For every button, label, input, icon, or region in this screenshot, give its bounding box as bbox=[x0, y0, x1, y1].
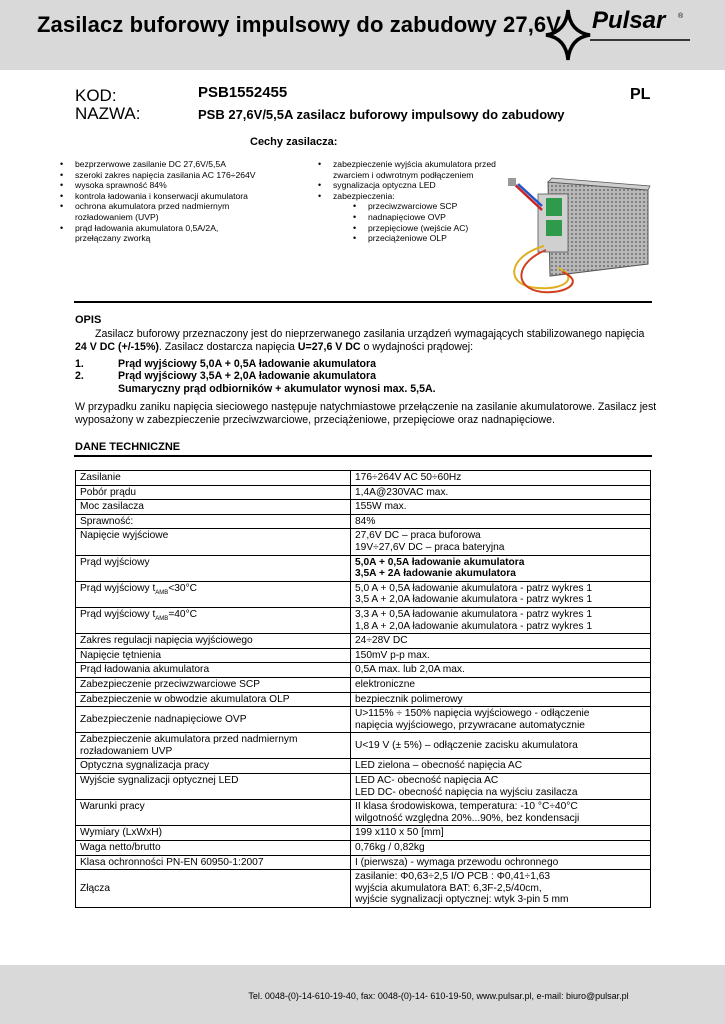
table-row bbox=[76, 581, 651, 607]
feature-item: • ochrona akumulatora przed nadmiernym rozładowaniem (UVP) bbox=[60, 201, 265, 222]
spec-value-line: LED AC- obecność napięcia AC bbox=[355, 775, 499, 787]
spec-value bbox=[351, 663, 651, 678]
output-mode-2 bbox=[75, 370, 376, 382]
spec-value bbox=[351, 841, 651, 856]
spec-parameter-subscript: AMB bbox=[155, 615, 169, 622]
opis-text-part: o wydajności prądowej: bbox=[360, 340, 474, 353]
spec-value bbox=[351, 514, 651, 529]
table-row bbox=[76, 841, 651, 856]
protections-sublist bbox=[333, 201, 518, 243]
spec-parameter: Klasa ochronności PN-EN 60950-1:2007 bbox=[76, 855, 351, 870]
spec-parameter: Zasilanie bbox=[76, 471, 351, 486]
spec-value-line: 24÷28V DC bbox=[355, 635, 408, 647]
spec-value-line: 3,5A + 2A ładowanie akumulatora bbox=[355, 568, 516, 580]
spec-parameter-subscript: AMB bbox=[155, 589, 169, 596]
feature-item bbox=[318, 191, 518, 244]
item-number: 2. bbox=[75, 370, 84, 382]
protection-item: • przeciwzwarciowe SCP bbox=[353, 201, 518, 212]
item-number: 1. bbox=[75, 358, 84, 370]
spec-value-line: wyjście sygnalizacji optycznej: wtyk 3-pin 5 mm bbox=[355, 894, 569, 906]
spec-value-line: 0,5A max. lub 2,0A max. bbox=[355, 664, 465, 676]
table-row bbox=[76, 855, 651, 870]
table-row bbox=[76, 514, 651, 529]
specs-table bbox=[75, 470, 651, 908]
spec-value-line: 3,5 A + 2,0A ładowanie akumulatora - patrz wykres 1 bbox=[355, 594, 592, 606]
feature-item-label: zabezpieczenia: bbox=[333, 190, 395, 201]
spec-parameter-text: <30°C bbox=[168, 582, 198, 594]
table-row bbox=[76, 648, 651, 663]
spec-value-line: elektroniczne bbox=[355, 678, 416, 690]
spec-parameter: Waga netto/brutto bbox=[76, 841, 351, 856]
item-text: Prąd wyjściowy 5,0A + 0,5A ładowanie akumulatora bbox=[118, 358, 376, 370]
spec-value bbox=[351, 800, 651, 826]
voltage-range: 24 V DC (+/-15%) bbox=[75, 340, 159, 353]
table-row bbox=[76, 870, 651, 908]
spec-parameter: Sprawność: bbox=[76, 514, 351, 529]
spec-parameter bbox=[76, 607, 351, 633]
nazwa-label: NAZWA: bbox=[75, 104, 141, 123]
feature-item: • wysoka sprawność 84% bbox=[60, 180, 295, 191]
feature-item: • kontrola ładowania i konserwacji akumulatora bbox=[60, 191, 295, 202]
spec-parameter-text: Prąd wyjściowy t bbox=[80, 582, 156, 594]
spec-value-line: bezpiecznik polimerowy bbox=[355, 693, 463, 705]
spec-parameter bbox=[76, 581, 351, 607]
spec-parameter: Wyjście sygnalizacji optycznej LED bbox=[76, 774, 351, 800]
table-row bbox=[76, 707, 651, 733]
protection-item: • nadnapięciowe OVP bbox=[353, 212, 518, 223]
spec-parameter: Wymiary (LxWxH) bbox=[76, 826, 351, 841]
footer-contact bbox=[0, 991, 725, 1001]
footer-contact-text: Tel. 0048-(0)-14-610-19-40, fax: 0048-(0)-14- 610-19-50, www.pulsar.pl, e-mail: biuro@pulsar.pl bbox=[248, 991, 629, 1001]
features-title: Cechy zasilacza: bbox=[250, 136, 338, 148]
table-row bbox=[76, 800, 651, 826]
table-row bbox=[76, 759, 651, 774]
table-row bbox=[76, 692, 651, 707]
spec-value-line: 5,0A + 0,5A ładowanie akumulatora bbox=[355, 556, 525, 568]
spec-value-line: 150mV p-p max. bbox=[355, 649, 430, 661]
table-row bbox=[76, 774, 651, 800]
spec-value-line: II klasa środowiskowa, temperatura: -10 °C÷40°C bbox=[355, 801, 578, 813]
spec-value bbox=[351, 677, 651, 692]
output-voltage: U=27,6 V DC bbox=[297, 340, 361, 353]
features-list-right bbox=[318, 159, 518, 244]
spec-value-line: LED zielona – obecność napięcia AC bbox=[355, 760, 523, 772]
spec-value bbox=[351, 634, 651, 649]
spec-value-line: I (pierwsza) - wymaga przewodu ochronnego bbox=[355, 856, 559, 868]
opis-paragraph-2: W przypadku zaniku napięcia sieciowego następuje natychmiastowe przełączenie na zasilanie akumulatorowe. Zasilacz jest wyposażony w zabezpieczenie przeciwzwarciowe, przeciążeniowe, przepięciowe oraz nadnapięciowe. bbox=[75, 401, 657, 426]
spec-value-line: napięcia wyjściowego, przywracane automatycznie bbox=[355, 719, 585, 731]
feature-item: • prąd ładowania akumulatora 0,5A/2A, przełączany zworką bbox=[60, 223, 265, 244]
spec-value-line: zasilanie: Φ0,63÷2,5 I/O PCB : Φ0,41÷1,63 bbox=[355, 871, 551, 883]
spec-value bbox=[351, 607, 651, 633]
spec-value-line: 3,3 A + 0,5A ładowanie akumulatora - patrz wykres 1 bbox=[355, 608, 592, 620]
features-list-left bbox=[60, 159, 295, 244]
spec-value-line: wyjścia akumulatora BAT: 6,3F-2,5/40cm, bbox=[355, 882, 542, 894]
spec-value bbox=[351, 500, 651, 515]
spec-value bbox=[351, 581, 651, 607]
spec-value bbox=[351, 529, 651, 555]
spec-parameter-text: =40°C bbox=[168, 608, 198, 620]
brand-name: Pulsar bbox=[592, 7, 666, 34]
table-row bbox=[76, 677, 651, 692]
spec-value bbox=[351, 733, 651, 759]
registered-mark: ® bbox=[678, 13, 684, 20]
feature-item: • szeroki zakres napięcia zasilania AC 176÷264V bbox=[60, 170, 295, 181]
table-row bbox=[76, 471, 651, 486]
table-row bbox=[76, 607, 651, 633]
spec-value-line: 84% bbox=[355, 515, 376, 527]
spec-value-line: 0,76kg / 0,82kg bbox=[355, 842, 425, 854]
specs-divider bbox=[74, 455, 652, 457]
spec-parameter: Warunki pracy bbox=[76, 800, 351, 826]
spec-parameter-text: Prąd wyjściowy t bbox=[80, 608, 156, 620]
spec-value-line: U<19 V (± 5%) – odłączenie zacisku akumulatora bbox=[355, 740, 578, 752]
spec-value bbox=[351, 826, 651, 841]
spec-value-line: 199 x110 x 50 [mm] bbox=[355, 827, 444, 839]
spec-parameter: Zabezpieczenie przeciwzwarciowe SCP bbox=[76, 677, 351, 692]
spec-parameter: Napięcie tętnienia bbox=[76, 648, 351, 663]
feature-item: • sygnalizacja optyczna LED bbox=[318, 180, 518, 191]
spec-value-line: wilgotność względna 20%...90%, bez kondensacji bbox=[355, 812, 580, 824]
spec-value-line: 19V÷27,6V DC – praca bateryjna bbox=[355, 541, 505, 553]
spec-value-line: U>115% ÷ 150% napięcia wyjściowego - odłączenie bbox=[355, 708, 590, 720]
spec-value bbox=[351, 555, 651, 581]
spec-value bbox=[351, 707, 651, 733]
spec-parameter: Prąd ładowania akumulatora bbox=[76, 663, 351, 678]
spec-value-line: 155W max. bbox=[355, 501, 407, 513]
table-row bbox=[76, 500, 651, 515]
output-mode-1 bbox=[75, 358, 376, 370]
item-text: Prąd wyjściowy 3,5A + 2,0A ładowanie akumulatora bbox=[118, 370, 376, 382]
specs-table-body bbox=[76, 471, 651, 908]
section-divider bbox=[74, 301, 652, 303]
spec-value-line: LED DC- obecność napięcia na wyjściu zasilacza bbox=[355, 786, 578, 798]
protection-item: • przepięciowe (wejście AC) bbox=[353, 223, 518, 234]
product-photo bbox=[498, 176, 656, 296]
table-row bbox=[76, 733, 651, 759]
table-row bbox=[76, 634, 651, 649]
spec-value bbox=[351, 759, 651, 774]
table-row bbox=[76, 826, 651, 841]
table-row bbox=[76, 555, 651, 581]
spec-value-line: 1,4A@230VAC max. bbox=[355, 486, 449, 498]
spec-parameter: Optyczna sygnalizacja pracy bbox=[76, 759, 351, 774]
spec-parameter: Prąd wyjściowy bbox=[76, 555, 351, 581]
spec-parameter: Zakres regulacji napięcia wyjściowego bbox=[76, 634, 351, 649]
spec-value-line: 5,0 A + 0,5A ładowanie akumulatora - patrz wykres 1 bbox=[355, 582, 592, 594]
opis-text-part: . Zasilacz dostarcza napięcia bbox=[158, 340, 298, 353]
table-row bbox=[76, 485, 651, 500]
spec-parameter: Napięcie wyjściowe bbox=[76, 529, 351, 555]
protection-item: • przeciążeniowe OLP bbox=[353, 233, 518, 244]
product-code: PSB1552455 bbox=[198, 84, 288, 101]
spec-value bbox=[351, 870, 651, 908]
spec-parameter: Zabezpieczenie nadnapięciowe OVP bbox=[76, 707, 351, 733]
opis-text-part: Zasilacz buforowy przeznaczony jest do nieprzerwanego zasilania urządzeń wymagających stabilizowanego napięcia bbox=[95, 328, 645, 340]
spec-parameter: Złącza bbox=[76, 870, 351, 908]
language-tag: PL bbox=[630, 86, 651, 103]
table-row bbox=[76, 663, 651, 678]
total-current-note: Sumaryczny prąd odbiorników + akumulator wynosi max. 5,5A. bbox=[118, 383, 436, 395]
table-row bbox=[76, 529, 651, 555]
spec-parameter: Moc zasilacza bbox=[76, 500, 351, 515]
spec-value bbox=[351, 855, 651, 870]
opis-heading: OPIS bbox=[75, 314, 102, 326]
spec-parameter: Zabezpieczenie akumulatora przed nadmiernym rozładowaniem UVP bbox=[76, 733, 351, 759]
spec-value-line: 1,8 A + 2,0A ładowanie akumulatora - patrz wykres 1 bbox=[355, 620, 592, 632]
specs-heading: DANE TECHNICZNE bbox=[75, 441, 181, 453]
kod-label: KOD: bbox=[75, 86, 117, 105]
opis-paragraph bbox=[75, 328, 655, 353]
spec-value bbox=[351, 471, 651, 486]
spec-value bbox=[351, 692, 651, 707]
spec-value bbox=[351, 774, 651, 800]
feature-item: • bezprzerwowe zasilanie DC 27,6V/5,5A bbox=[60, 159, 295, 170]
spec-value bbox=[351, 485, 651, 500]
spec-value-line: 176÷264V AC 50÷60Hz bbox=[355, 472, 462, 483]
document-title: Zasilacz buforowy impulsowy do zabudowy 27,6V bbox=[37, 12, 562, 37]
spec-parameter: Pobór prądu bbox=[76, 485, 351, 500]
feature-item: • zabezpieczenie wyjścia akumulatora przed zwarciem i odwrotnym podłączeniem bbox=[318, 159, 523, 180]
spec-value bbox=[351, 648, 651, 663]
product-name: PSB 27,6V/5,5A zasilacz buforowy impulsowy do zabudowy bbox=[198, 107, 565, 122]
spec-parameter: Zabezpieczenie w obwodzie akumulatora OLP bbox=[76, 692, 351, 707]
spec-value-line: 27,6V DC – praca buforowa bbox=[355, 530, 481, 542]
